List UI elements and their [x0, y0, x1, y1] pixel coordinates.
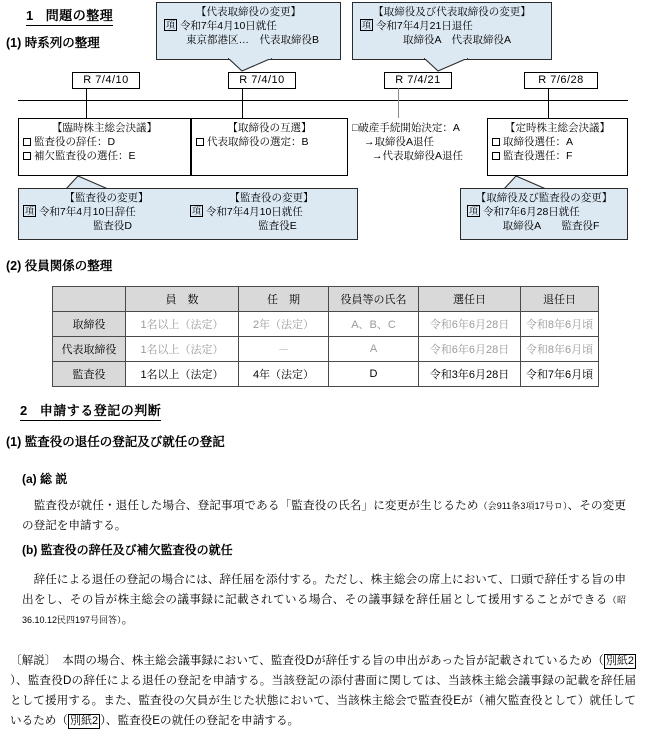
- kou-badge-icon: 項: [191, 206, 201, 216]
- balloon-line-3: 取締役A 監査役F: [502, 220, 600, 232]
- balloon-column-left: [23, 191, 190, 233]
- table-cell-appointment-date: 令和6年6月28日: [419, 337, 521, 362]
- table-cell-names: A: [329, 337, 419, 362]
- section-1-sub2-heading: [6, 256, 112, 274]
- table-row-label-auditor: 監査役: [53, 362, 126, 387]
- table-header-row: [53, 287, 599, 312]
- event-box-item-label: 監査役選任：F: [503, 150, 573, 162]
- balloon-title: 【監査役の変更】: [229, 192, 314, 204]
- kaisetsu-body-3: ）、監査役Eの就任の登記を申請する。: [100, 714, 300, 727]
- section-2-item-b-title: 監査役の辞任及び補欠監査役の就任: [40, 543, 233, 557]
- kou-badge-icon: 項: [166, 20, 176, 30]
- section-2-item-a-heading: [22, 470, 67, 487]
- table-col-header-retirement-date: 退任日: [521, 287, 599, 312]
- balloon-line-3: 監査役D: [92, 220, 133, 232]
- checkbox-icon: [23, 138, 31, 146]
- table-col-header-count: 員 数: [126, 287, 239, 312]
- kaisetsu-body-2: ）、監査役Dの辞任による退任の登記を申請する。当該登記の添付書面に関しては、当該株主総会議事録の記載を辞任届として援用する。また、監査役の欠員が生じた状態において、当該株主総会で監査役Eが（補欠監査役として）就任しているため（: [10, 674, 636, 727]
- table-row: [53, 312, 599, 337]
- section-2-item-b-heading: [22, 541, 233, 558]
- section-2-item-b-label: (b): [22, 543, 38, 557]
- kaisetsu-reference-1: 別紙2: [605, 655, 635, 667]
- table-cell-retirement-date: 令和8年6月頃: [521, 312, 599, 337]
- balloon-title: 【取締役及び監査役の変更】: [475, 192, 613, 204]
- event-box-item-label: 補欠監査役の選任：E: [34, 150, 136, 162]
- table-cell-names: A、B、C: [329, 312, 419, 337]
- section-1-sub2-title: 役員関係の整理: [24, 259, 113, 273]
- section-1-sub1-heading: [6, 33, 100, 51]
- legal-citation: （昭36.10.12民四197号回答）: [22, 595, 626, 625]
- bankruptcy-note: [352, 121, 487, 163]
- event-box-title: 【臨時株主総会決議】: [52, 122, 157, 134]
- balloon-line-2-text: 令和7年6月28日就任: [482, 206, 580, 218]
- balloon-line-3: 監査役E: [258, 220, 297, 232]
- event-box-item: [492, 149, 623, 163]
- table-cell-term: 4年（法定）: [239, 362, 329, 387]
- kou-badge-icon: 項: [469, 206, 479, 216]
- timeline-tick-1: [86, 88, 87, 118]
- balloon-title: 【監査役の変更】: [64, 192, 149, 204]
- bankruptcy-line-3: →代表取締役A退任: [372, 150, 464, 162]
- balloon-representative-director-change: [156, 2, 341, 60]
- event-box-annual-shareholders-meeting: [487, 118, 628, 176]
- checkbox-icon: [23, 152, 31, 160]
- section-1-number: 1: [26, 8, 34, 23]
- balloon-tail-director-and-representative-change: [424, 58, 470, 72]
- table-row-label-director: 取締役: [53, 312, 126, 337]
- bankruptcy-line-1: □破産手続開始決定：A: [352, 122, 460, 134]
- section-2-heading: [20, 400, 161, 421]
- event-box-title: 【取締役の互選】: [227, 122, 312, 134]
- table-cell-count: 1名以上（法定）: [126, 337, 239, 362]
- balloon-line-2: [357, 19, 547, 33]
- kaisetsu-label: 〔解説〕: [10, 654, 51, 667]
- timeline-date-4: R 7/6/28: [524, 72, 598, 89]
- timeline-date-2: R 7/4/10: [228, 72, 296, 89]
- kou-badge-icon: 項: [25, 206, 35, 216]
- balloon-title: 【取締役及び代表取締役の変更】: [373, 6, 531, 18]
- section-2-item-a-title: 総 説: [40, 472, 68, 486]
- balloon-line-3: 取締役A 代表取締役A: [403, 34, 511, 46]
- table-cell-retirement-date: 令和8年6月頃: [521, 337, 599, 362]
- balloon-columns: [23, 191, 353, 233]
- section-2-title: 申請する登記の判断: [39, 403, 162, 418]
- legal-citation: （会911条3項17号ロ）: [478, 501, 568, 511]
- balloon-director-and-representative-change: [352, 2, 552, 60]
- section-2-item-a-label: (a): [22, 472, 37, 486]
- balloon-line-2-text: 令和7年4月21日退任: [375, 20, 473, 32]
- bankruptcy-line-2: →取締役A退任: [364, 136, 435, 148]
- balloon-line-2: [23, 205, 190, 219]
- table-col-header-names: 役員等の氏名: [329, 287, 419, 312]
- balloon-tail-representative-director-change: [228, 58, 274, 72]
- section-2-item-b-body-text: 辞任による退任の登記の場合には、辞任届を添付する。ただし、株主総会の席上において、口頭で辞任する旨の申出をし、その旨が株主総会の議事録に記載されている場合、その議事録を辞任届として援用することができる（昭36.10.12民四197号回答）。: [22, 573, 626, 626]
- table-row-label-representative-director: 代表取締役: [53, 337, 126, 362]
- section-1-sub1-title: 時系列の整理: [24, 36, 100, 50]
- table-cell-count: 1名以上（法定）: [126, 312, 239, 337]
- checkbox-icon: [492, 152, 500, 160]
- timeline-tick-4: [548, 88, 549, 118]
- table-cell-appointment-date: 令和3年6月28日: [419, 362, 521, 387]
- balloon-line-2-text: 令和7年4月10日就任: [179, 20, 277, 32]
- timeline-date-1: R 7/4/10: [72, 72, 140, 89]
- balloon-title: 【代表取締役の変更】: [196, 6, 301, 18]
- section-2-sub1-label: (1): [6, 435, 22, 449]
- event-box-mutual-election-of-directors: [191, 118, 348, 176]
- table-row: [53, 362, 599, 387]
- table-cell-term: －: [239, 337, 329, 362]
- section-2-number: 2: [20, 403, 28, 418]
- event-box-title: 【定時株主総会決議】: [505, 122, 610, 134]
- section-2-sub1-heading: [6, 432, 225, 450]
- table-row: [53, 337, 599, 362]
- balloon-line-3: 東京都港区… 代表取締役B: [185, 34, 319, 46]
- section-2-item-a-body: [22, 496, 626, 536]
- section-2-item-b-body: [22, 570, 626, 630]
- balloon-auditor-changes: [18, 188, 358, 240]
- timeline-axis: [18, 100, 628, 101]
- event-box-item: [492, 135, 623, 149]
- table-col-header-blank: [53, 287, 126, 312]
- timeline-tick-2: [242, 88, 243, 118]
- balloon-column-right: [190, 191, 353, 233]
- kaisetsu-reference-2: 別紙2: [69, 715, 99, 727]
- event-box-item: [23, 135, 186, 149]
- event-box-item-label: 取締役選任：A: [503, 136, 574, 148]
- section-1-sub2-label: (2): [6, 259, 22, 273]
- table-col-header-term: 任 期: [239, 287, 329, 312]
- checkbox-icon: [196, 138, 204, 146]
- table-cell-retirement-date: 令和7年6月頃: [521, 362, 599, 387]
- event-box-item: [23, 149, 186, 163]
- event-box-item: [196, 135, 343, 149]
- section-2-item-a-body-text: 監査役が就任・退任した場合、登記事項である「監査役の氏名」に変更が生じるため（会911条3項17号ロ）、その変更の登記を申請する。: [22, 499, 626, 532]
- section-1-sub1-label: (1): [6, 36, 22, 50]
- balloon-line-2-text: 令和7年4月10日就任: [205, 206, 303, 218]
- event-box-item-label: 監査役の辞任：D: [34, 136, 116, 148]
- section-2-sub1-title: 監査役の退任の登記及び就任の登記: [24, 435, 225, 449]
- event-box-extraordinary-shareholders-meeting: [18, 118, 191, 176]
- balloon-line-2: [465, 205, 623, 219]
- officer-relations-table: [52, 286, 599, 387]
- balloon-director-and-auditor-change: [460, 188, 628, 240]
- table-cell-term: 2年（法定）: [239, 312, 329, 337]
- checkbox-icon: [492, 138, 500, 146]
- table-cell-names: D: [329, 362, 419, 387]
- table-col-header-appointment-date: 選任日: [419, 287, 521, 312]
- kou-badge-icon: 項: [362, 20, 372, 30]
- balloon-line-2-text: 令和7年4月10日辞任: [38, 206, 136, 218]
- table-cell-appointment-date: 令和6年6月28日: [419, 312, 521, 337]
- timeline-tick-3: [398, 88, 399, 118]
- balloon-line-2: [190, 205, 353, 219]
- table-cell-count: 1名以上（法定）: [126, 362, 239, 387]
- balloon-line-2: [161, 19, 336, 33]
- timeline-date-3: R 7/4/21: [384, 72, 452, 89]
- event-box-item-label: 代表取締役の選定：B: [207, 136, 309, 148]
- section-2-kaisetsu: [10, 651, 636, 731]
- section-1-heading: [26, 5, 113, 26]
- section-1-title: 問題の整理: [45, 8, 114, 23]
- kaisetsu-body-1: 本問の場合、株主総会議事録において、監査役Dが辞任する旨の申出があった旨が記載されているため（: [50, 654, 604, 667]
